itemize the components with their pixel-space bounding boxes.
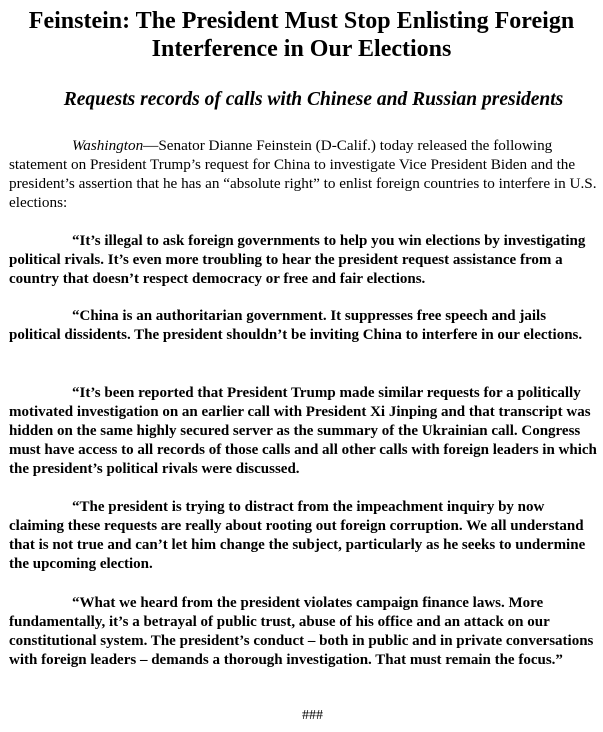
intro-text: —Senator Dianne Feinstein (D-Calif.) today released the following statement on President Trump’s request for China to investigate Vice President Biden and the president’s assertion that he has an “absolute right” to enlist foreign countries to interfere in U.S. elections:: [9, 137, 597, 211]
page-subtitle: Requests records of calls with Chinese and Russian presidents: [63, 89, 564, 110]
quote-paragraph-5: “What we heard from the president violates campaign finance laws. More fundamentally, it’s a betrayal of public trust, abuse of his office and an attack on our constitutional system. The president’s conduct – both in public and in private conversations with foreign leaders – demands a thorough investigation. That must remain the focus.”: [9, 595, 594, 668]
intro-paragraph: [9, 136, 599, 212]
end-of-release-mark: ###: [302, 708, 323, 723]
quote-paragraph-2: “China is an authoritarian government. It suppresses free speech and jails political dissidents. The president shouldn’t be inviting China to interfere in our elections.: [9, 308, 583, 343]
quote-paragraph-3: “It’s been reported that President Trump made similar requests for a politically motivated investigation on an earlier call with President Xi Jinping and that transcript was hidden on the same highly secured server as the summary of the Ukrainian call. Congress must have access to all records of those calls and all other calls with foreign leaders in which the president’s political rivals were discussed.: [9, 385, 597, 477]
dateline: Washington: [72, 137, 144, 154]
quote-paragraph-4: “The president is trying to distract from the impeachment inquiry by now claiming these requests are really about rooting out foreign corruption. We all understand that is not true and can’t let him change the subject, particularly as he seeks to undermine the upcoming election.: [9, 499, 586, 572]
quote-paragraph-1: “It’s illegal to ask foreign governments to help you win elections by investigating political rivals. It’s even more troubling to hear the president request assistance from a country that doesn’t respect democracy or free and fair elections.: [9, 233, 586, 287]
page-title: Feinstein: The President Must Stop Enlisting Foreign Interference in Our Elections: [28, 8, 575, 62]
